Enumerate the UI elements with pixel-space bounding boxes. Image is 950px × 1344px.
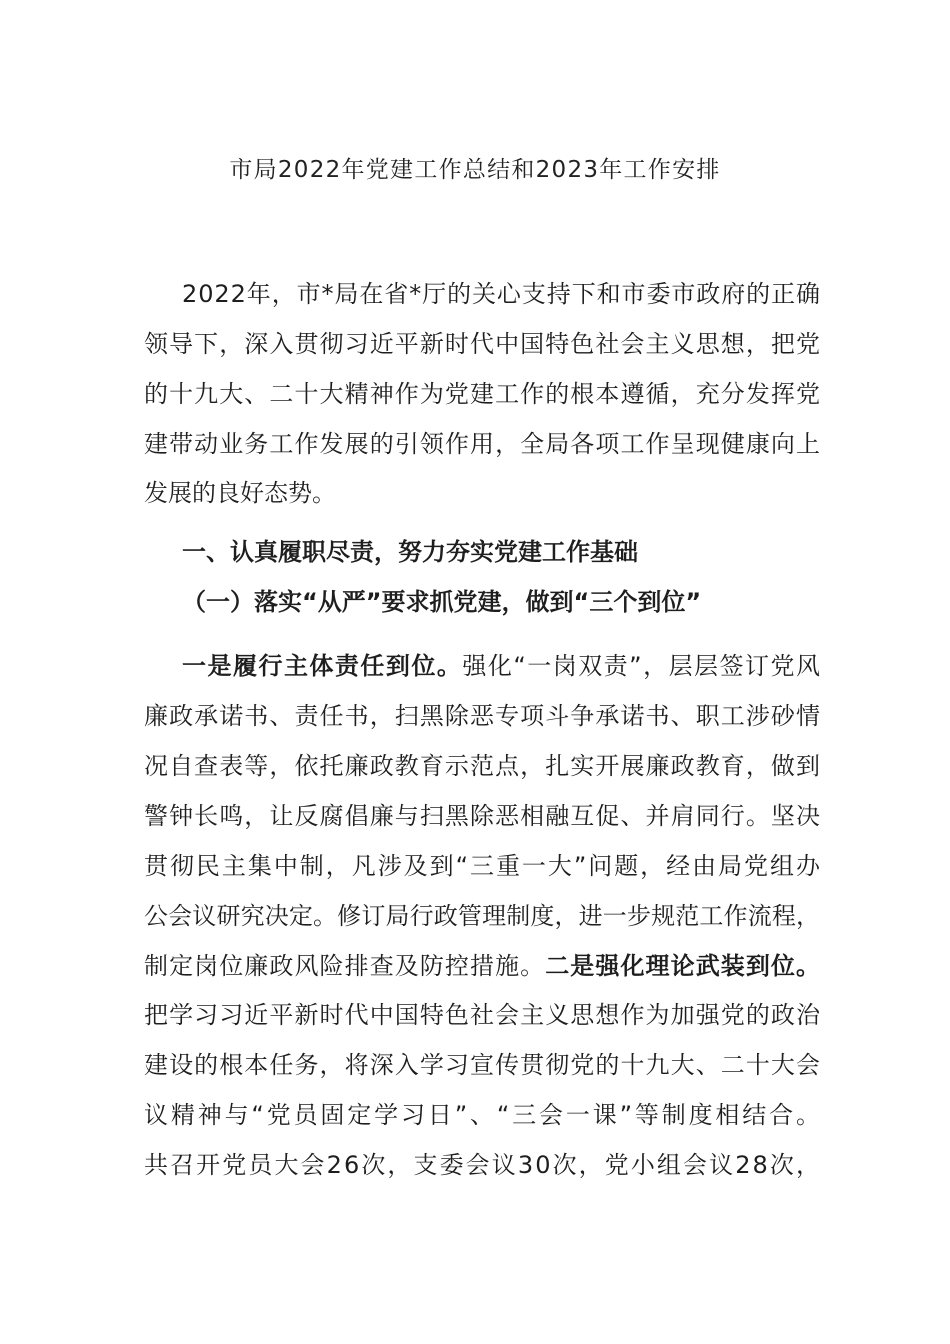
document-title xyxy=(0,152,950,188)
text-run: 共召开党员大会26次，支委会议30次，党小组会议28次， xyxy=(144,1151,823,1179)
text-run: 况自查表等，依托廉政教育示范点，扎实开展廉政教育，做到 xyxy=(144,752,822,780)
text-line xyxy=(144,1047,821,1083)
text-run: 建设的根本任务，将深入学习宣传贯彻党的十九大、二十大会 xyxy=(144,1051,822,1079)
text-run: 贯彻民主集中制，凡涉及到“三重一大”问题，经由局党组办 xyxy=(144,852,822,880)
text-line xyxy=(144,848,822,884)
text-line xyxy=(144,1147,822,1183)
bold-text: 二是强化理论武装到位。 xyxy=(545,952,822,980)
text-line xyxy=(144,475,336,511)
text-run: 强化“一岗双责”，层层签订党风 xyxy=(462,652,822,680)
text-line xyxy=(144,1097,823,1133)
text-run: 公会议研究决定。修订局行政管理制度，进一步规范工作流程， xyxy=(144,902,821,930)
text-line xyxy=(182,648,822,684)
text-line xyxy=(182,276,821,312)
text-run: 领导下，深入贯彻习近平新时代中国特色社会主义思想，把党 xyxy=(144,330,822,358)
text-run: 建带动业务工作发展的引领作用，全局各项工作呈现健康向上 xyxy=(144,430,822,458)
text-line xyxy=(144,798,821,834)
text-line xyxy=(144,898,820,934)
text-run: 警钟长鸣，让反腐倡廉与扫黑除恶相融互促、并肩同行。坚决 xyxy=(144,802,822,830)
text-line xyxy=(182,534,638,570)
text-run: 2022年，市*局在省*厅的关心支持下和市委市政府的正确 xyxy=(182,280,821,308)
text-run: 廉政承诺书、责任书，扫黑除恶专项斗争承诺书、职工涉砂情 xyxy=(144,702,822,730)
text-run: 议精神与“党员固定学习日”、“三会一课”等制度相结合。 xyxy=(144,1101,823,1129)
text-line xyxy=(144,698,821,734)
text-run: 的十九大、二十大精神作为党建工作的根本遵循，充分发挥党 xyxy=(144,380,822,408)
bold-text: （一）落实“从严”要求抓党建，做到“三个到位” xyxy=(182,588,702,616)
bold-text: 一、认真履职尽责，努力夯实党建工作基础 xyxy=(182,538,638,566)
text-line xyxy=(144,326,821,362)
text-line xyxy=(144,426,821,462)
text-line xyxy=(144,748,821,784)
text-line xyxy=(144,997,821,1033)
text-run: 发展的良好态势。 xyxy=(144,479,336,507)
text-line xyxy=(144,376,821,412)
text-run: 制定岗位廉政风险排查及防控措施。 xyxy=(144,952,546,980)
title-text: 市局2022年党建工作总结和2023年工作安排 xyxy=(229,157,721,183)
text-run: 把学习习近平新时代中国特色社会主义思想作为加强党的政治 xyxy=(144,1001,822,1029)
text-line xyxy=(182,584,701,620)
bold-text: 一是履行主体责任到位。 xyxy=(182,652,463,680)
text-line xyxy=(144,948,821,984)
